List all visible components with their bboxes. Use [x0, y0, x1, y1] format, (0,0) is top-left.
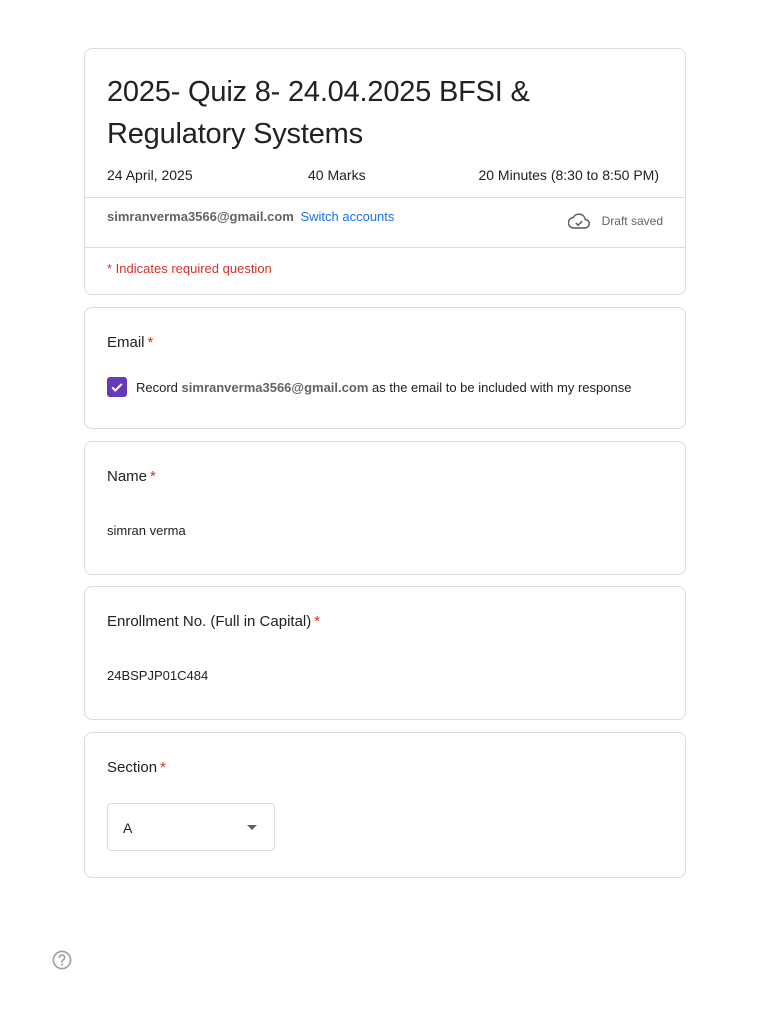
question-card-enrollment — [84, 586, 686, 720]
question-label: Email — [107, 334, 145, 351]
question-title — [107, 334, 153, 351]
required-question-note: * Indicates required question — [107, 261, 272, 276]
quiz-marks: 40 Marks — [308, 167, 366, 183]
form-title: 2025- Quiz 8- 24.04.2025 BFSI & Regulatory Systems — [107, 76, 530, 150]
record-email-option — [107, 377, 631, 397]
record-email-text — [136, 380, 631, 395]
question-title — [107, 613, 320, 630]
question-card-name — [84, 441, 686, 575]
question-label: Name — [107, 468, 148, 485]
required-asterisk: * — [147, 334, 154, 351]
quiz-duration: 20 Minutes (8:30 to 8:50 PM) — [478, 167, 659, 183]
question-title — [107, 759, 166, 776]
required-asterisk: * — [314, 613, 321, 630]
check-icon — [110, 380, 124, 394]
form-meta-row — [107, 167, 659, 187]
draft-status-label: Draft saved — [601, 214, 663, 228]
record-prefix: Record — [136, 379, 178, 395]
required-asterisk: * — [160, 759, 166, 776]
section-dropdown[interactable] — [107, 803, 275, 851]
help-circle-icon[interactable] — [52, 950, 72, 970]
required-asterisk: * — [150, 468, 156, 485]
question-card-email — [84, 307, 686, 429]
record-email-checkbox[interactable] — [107, 377, 127, 397]
form-header-card — [84, 48, 686, 295]
account-divider — [85, 247, 685, 248]
question-title — [107, 468, 156, 485]
section-selected-value: A — [123, 820, 133, 836]
draft-status — [568, 213, 663, 229]
quiz-date: 24 April, 2025 — [107, 167, 193, 183]
record-suffix: as the email to be included with my response — [372, 379, 632, 395]
switch-accounts-link[interactable]: Switch accounts — [300, 209, 395, 224]
cloud-check-icon — [568, 213, 590, 229]
question-label: Section — [107, 759, 158, 776]
account-email: simranverma3566@gmail.com — [107, 209, 294, 224]
question-label: Enrollment No. (Full in Capital) — [107, 613, 312, 630]
question-card-section — [84, 732, 686, 878]
enrollment-answer-field[interactable]: 24BSPJP01C484 — [107, 668, 209, 683]
header-divider — [85, 197, 685, 198]
account-row — [107, 209, 663, 231]
record-email-address: simranverma3566@gmail.com — [181, 379, 369, 395]
name-answer-field[interactable]: simran verma — [107, 523, 186, 538]
chevron-down-icon — [247, 825, 257, 830]
